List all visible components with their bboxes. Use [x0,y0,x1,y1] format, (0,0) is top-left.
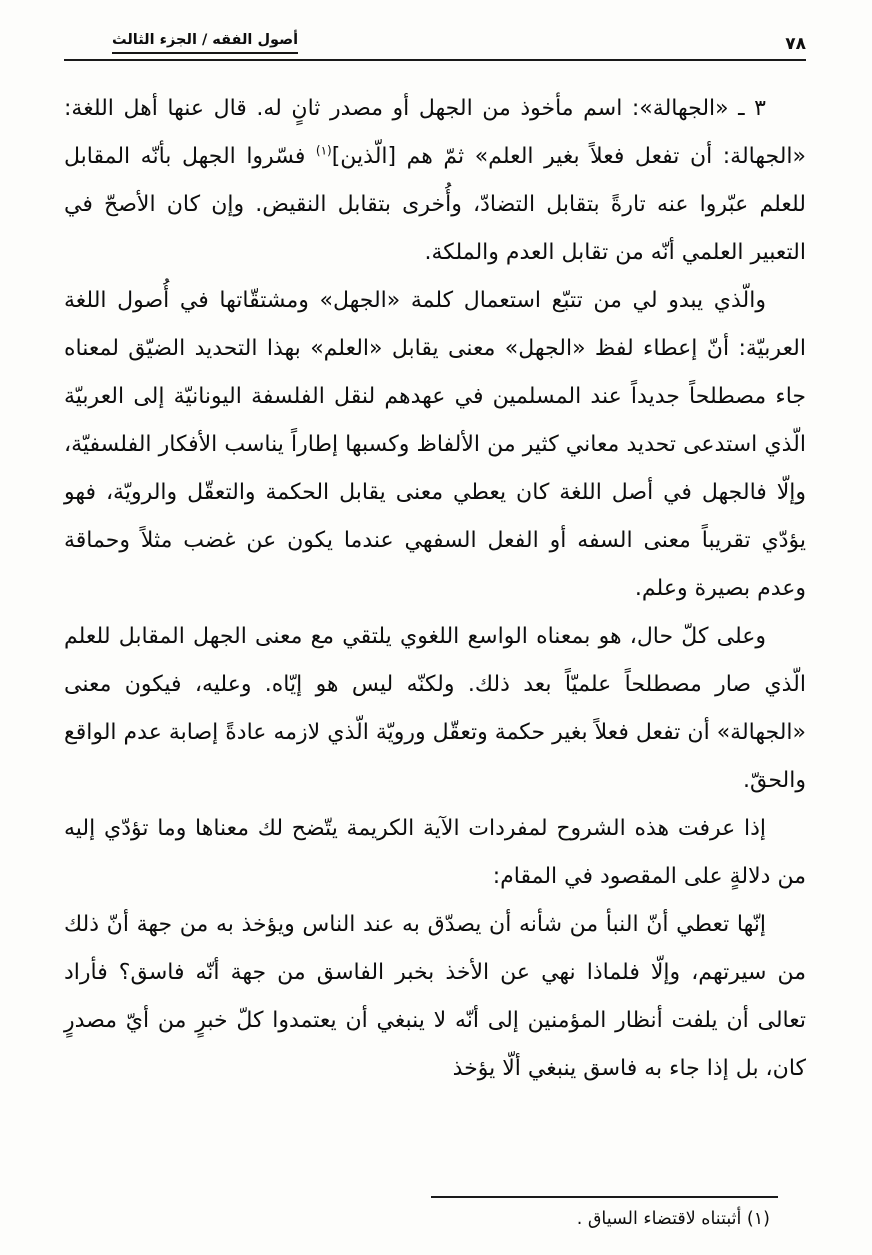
paragraph-1-text: ٣ ـ «الجهالة»: اسم مأخوذ من الجهل أو مصدر ثانٍ له. قال عنها أهل اللغة: «الجهالة: أن تفعل فعلاً بغير العلم» ثمّ هم [الّذين] [64,96,806,169]
page-header [64,32,806,54]
paragraph-1-continuation: فسّروا الجهل بأنّه المقابل للعلم عبّروا عنه تارةً بتقابل التضادّ، وأُخرى بتقابل النقيض. وإن كان الأصحّ في التعبير العلمي أنّه من تقابل العدم والملكة. [64,144,806,265]
book-title: أصول الفقه / الجزء الثالث [112,32,298,54]
footnote-marker: (١) [315,143,332,158]
footnote-text: (١) أثبتناه لاقتضاء السياق . [576,1209,770,1229]
header-rule [64,59,806,61]
paragraph-5: إنّها تعطي أنّ النبأ من شأنه أن يصدّق به عند الناس ويؤخذ به من جهة أنّ ذلك من سيرتهم، وإلّا فلماذا نهي عن الأخذ بخبر الفاسق من جهة أنّه فاسق؟ فأراد تعالى أن يلفت أنظار المؤمنين إلى أنّه لا ينبغي أن يعتمدوا كلّ خبرٍ من أيّ مصدرٍ كان، بل إذا جاء به فاسق ينبغي ألّا يؤخذ [64,912,806,1081]
page-number: ٧٨ [785,34,806,54]
paragraph-1 [64,85,806,277]
paragraph-3: وعلى كلّ حال، هو بمعناه الواسع اللغوي يلتقي مع معنى الجهل المقابل للعلم الّذي صار مصطلحاً علميّاً بعد ذلك. ولكنّه ليس هو إيّاه. وعليه، فيكون معنى «الجهالة» أن تفعل فعلاً بغير حكمة وتعقّل ورويّة الّذي لازمه عادةً إصابة عدم الواقع والحقّ. [64,624,806,793]
footnote-rule [431,1196,778,1198]
paragraph-2: والّذي يبدو لي من تتبّع استعمال كلمة «الجهل» ومشتقّاتها في أُصول اللغة العربيّة: أنّ إعطاء لفظ «الجهل» معنى يقابل «العلم» بهذا التحديد الضيّق لمعناه جاء مصطلحاً جديداً عند المسلمين في عهدهم لنقل الفلسفة اليونانيّة إلى العربيّة الّذي استدعى تحديد معاني كثير من الألفاظ وكسبها إطاراً يناسب الأفكار الفلسفيّة، وإلّا فالجهل في أصل اللغة كان يعطي معنى يقابل الحكمة والتعقّل والرويّة، فهو يؤدّي تقريباً معنى السفه أو الفعل السفهي عندما يكون عن غضب مثلاً وحماقة وعدم بصيرة وعلم. [64,288,806,601]
paragraph-4: إذا عرفت هذه الشروح لمفردات الآية الكريمة يتّضح لك معناها وما تؤدّي إليه من دلالةٍ على المقصود في المقام: [64,816,806,889]
page-body [64,85,806,1093]
footnote-area [64,1196,806,1229]
